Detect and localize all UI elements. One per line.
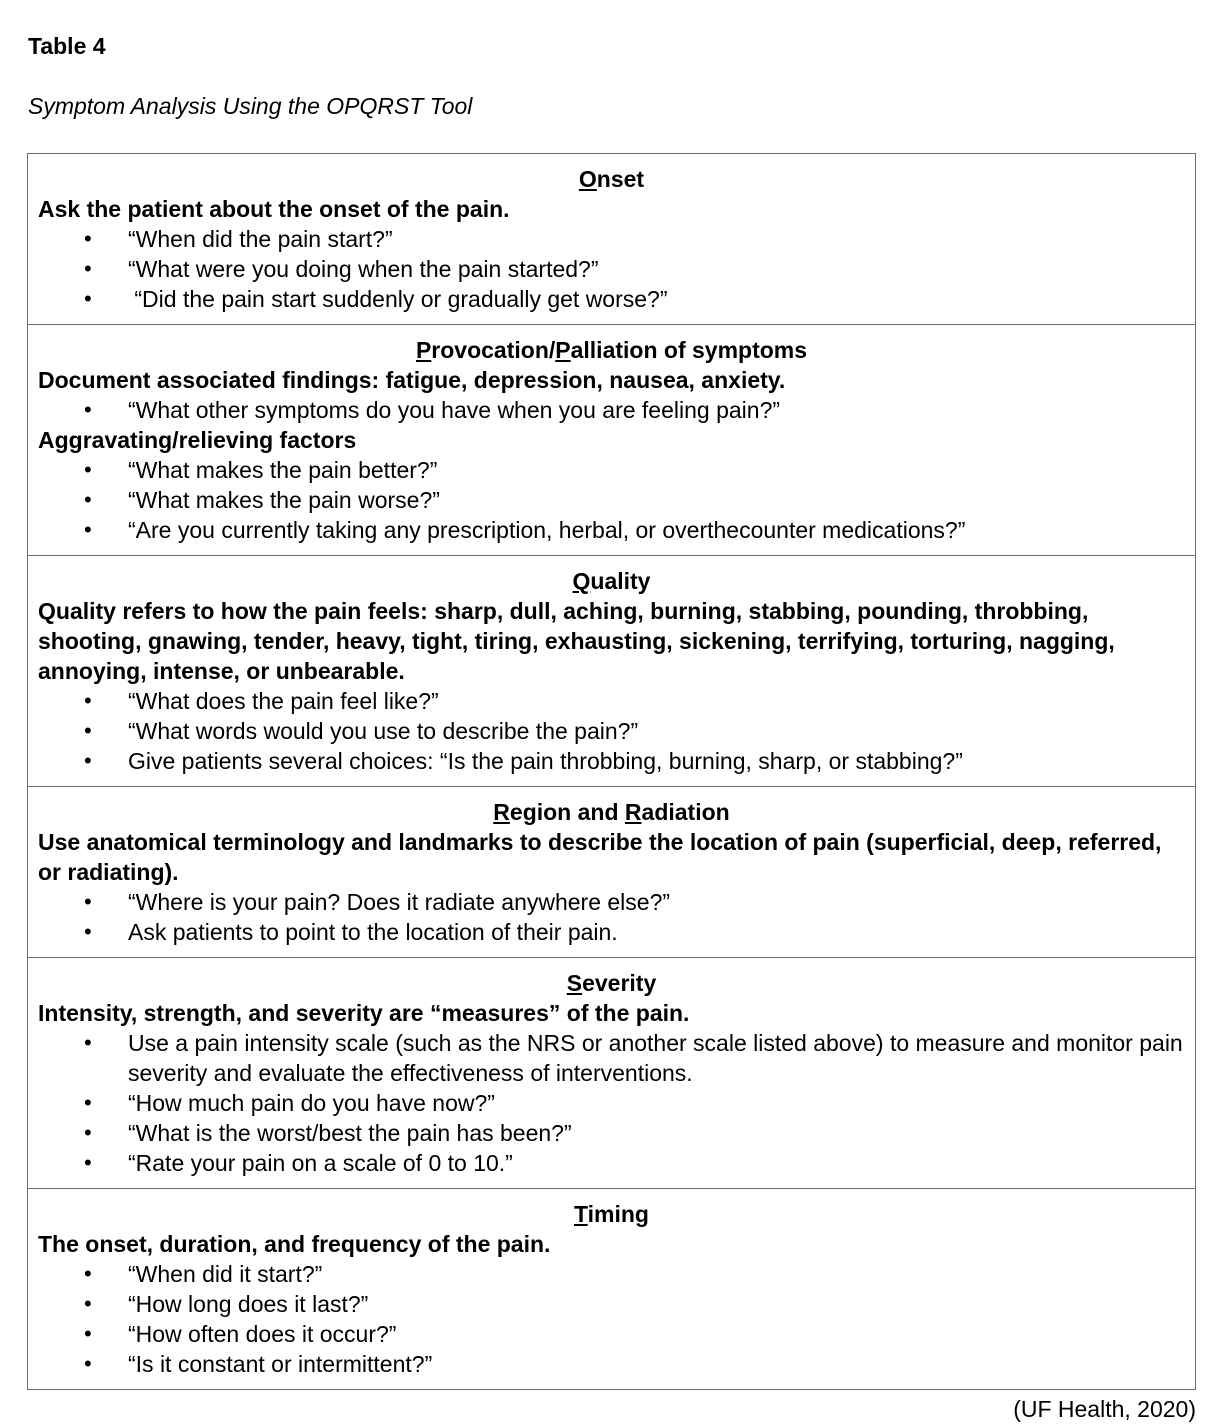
section-description: Ask the patient about the onset of the pain. <box>38 196 510 222</box>
list-item: • “What makes the pain better?” <box>84 457 438 483</box>
bullet-icon: • <box>84 1150 92 1175</box>
list-item: • “What does the pain feel like?” <box>84 688 439 714</box>
list-item: • “How long does it last?” <box>84 1291 369 1317</box>
section-description: Document associated findings: fatigue, depression, nausea, anxiety. <box>38 367 786 393</box>
bullet-icon: • <box>84 487 92 512</box>
list-item: • “When did the pain start?” <box>84 226 393 252</box>
list-item: • “Are you currently taking any prescription, herbal, or overthecounter medications?” <box>84 517 966 543</box>
bullet-icon: • <box>84 1030 92 1055</box>
bullet-icon: • <box>84 1351 92 1376</box>
list-item: • “What makes the pain worse?” <box>84 487 440 513</box>
list-item: • Ask patients to point to the location of their pain. <box>84 919 618 945</box>
citation: (UF Health, 2020) <box>1013 1396 1196 1422</box>
section-timing <box>28 1188 1195 1389</box>
bullet-list <box>38 395 1185 425</box>
section-provocation <box>28 324 1195 555</box>
bullet-list <box>38 455 1185 545</box>
table-label: Table 4 <box>28 33 106 59</box>
bullet-icon: • <box>84 256 92 281</box>
bullet-icon: • <box>84 1090 92 1115</box>
section-subheading: Aggravating/relieving factors <box>38 427 357 453</box>
bullet-list <box>38 686 1185 776</box>
list-item: • “Rate your pain on a scale of 0 to 10.” <box>84 1150 513 1176</box>
list-item: • “Is it constant or intermittent?” <box>84 1351 433 1377</box>
list-item: • “What were you doing when the pain started?” <box>84 256 599 282</box>
bullet-icon: • <box>84 919 92 944</box>
bullet-icon: • <box>84 1261 92 1286</box>
bullet-list <box>38 887 1185 947</box>
table-title: Symptom Analysis Using the OPQRST Tool <box>28 93 473 119</box>
bullet-icon: • <box>84 718 92 743</box>
section-description: The onset, duration, and frequency of the pain. <box>38 1231 551 1257</box>
bullet-icon: • <box>84 517 92 542</box>
section-heading: Onset <box>578 166 645 192</box>
section-heading: Severity <box>566 970 657 996</box>
bullet-icon: • <box>84 1291 92 1316</box>
list-item: • Use a pain intensity scale (such as the NRS or another scale listed above) to measure and monitor pain severity and evaluate the effectiveness of interventions. <box>84 1030 1183 1086</box>
section-description: Use anatomical terminology and landmarks to describe the location of pain (superficial, deep, referred, or radiating). <box>38 829 1162 885</box>
list-item: • “Did the pain start suddenly or gradually get worse?” <box>84 286 668 312</box>
list-item: • Give patients several choices: “Is the pain throbbing, burning, sharp, or stabbing?” <box>84 748 963 774</box>
bullet-icon: • <box>84 457 92 482</box>
list-item: • “Where is your pain? Does it radiate anywhere else?” <box>84 889 671 915</box>
section-heading: Quality <box>572 568 651 594</box>
section-heading: Timing <box>574 1201 649 1227</box>
section-region <box>28 786 1195 957</box>
section-severity <box>28 957 1195 1188</box>
list-item: • “How much pain do you have now?” <box>84 1090 495 1116</box>
section-heading: Region and Radiation <box>493 799 730 825</box>
bullet-icon: • <box>84 286 92 311</box>
list-item: • “What words would you use to describe the pain?” <box>84 718 639 744</box>
section-description: Intensity, strength, and severity are “measures” of the pain. <box>38 1000 690 1026</box>
bullet-list <box>38 1259 1185 1379</box>
section-quality <box>28 555 1195 786</box>
bullet-icon: • <box>84 748 92 773</box>
bullet-icon: • <box>84 688 92 713</box>
list-item: • “What other symptoms do you have when you are feeling pain?” <box>84 397 781 423</box>
list-item: • “How often does it occur?” <box>84 1321 397 1347</box>
section-heading: Provocation/Palliation of symptoms <box>415 337 808 363</box>
bullet-icon: • <box>84 889 92 914</box>
bullet-icon: • <box>84 1321 92 1346</box>
section-onset <box>28 154 1195 324</box>
bullet-icon: • <box>84 397 92 422</box>
opqrst-table <box>27 153 1196 1390</box>
section-description: Quality refers to how the pain feels: sharp, dull, aching, burning, stabbing, pounding, throbbing, shooting, gnawing, tender, heavy, tight, tiring, exhausting, sickening, terrifying, torturing, nagging, annoying, intense, or unbearable. <box>38 598 1115 684</box>
bullet-icon: • <box>84 226 92 251</box>
list-item: • “When did it start?” <box>84 1261 323 1287</box>
bullet-list <box>38 1028 1185 1178</box>
bullet-list <box>38 224 1185 314</box>
bullet-icon: • <box>84 1120 92 1145</box>
list-item: • “What is the worst/best the pain has been?” <box>84 1120 572 1146</box>
